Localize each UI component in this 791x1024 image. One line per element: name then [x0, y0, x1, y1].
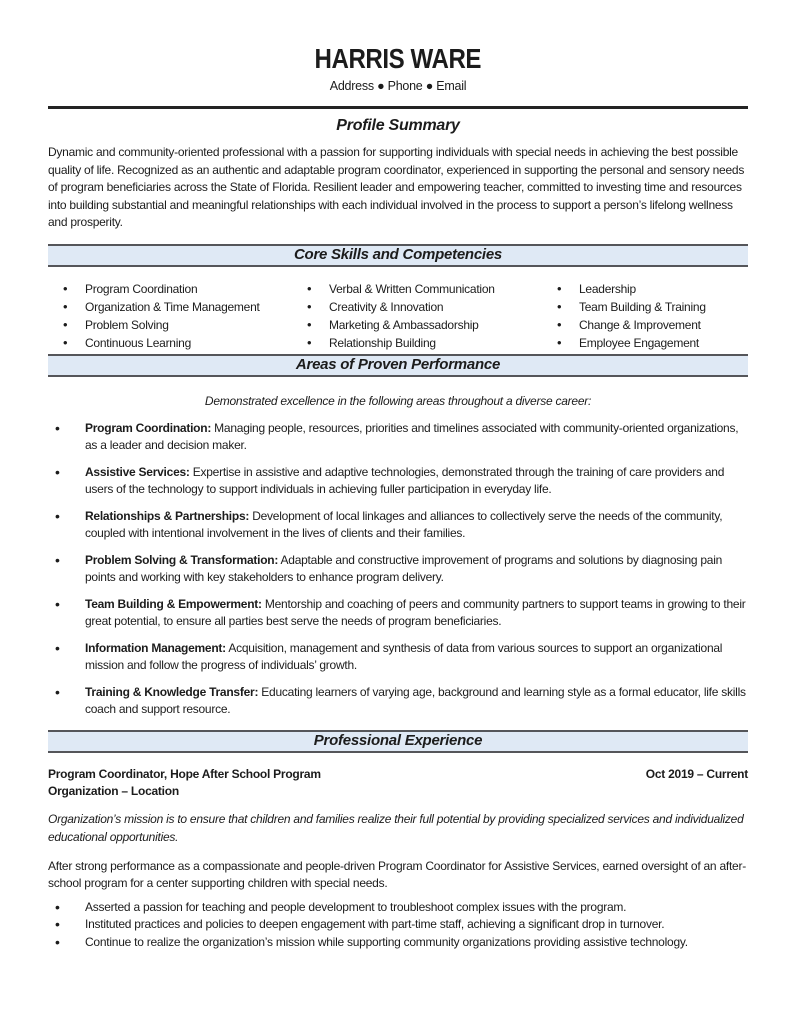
skill-item: • Creativity & Innovation — [292, 298, 542, 316]
area-text: Educating learners of varying age, background and learning style as a formal educator, life skills coach and support resource. — [85, 684, 746, 716]
area-item — [48, 640, 748, 675]
experience-bullet: • Continue to realize the organization’s mission while supporting community organizations providing assistive technology. — [48, 934, 748, 952]
experience-bullet: • Instituted practices and policies to deepen engagement with part-time staff, achieving a significant drop in turnover. — [48, 916, 748, 934]
skill-item: • Change & Improvement — [542, 316, 748, 334]
area-label: Training & Knowledge Transfer: — [85, 684, 259, 699]
job-title-block — [48, 766, 321, 800]
experience-bullets — [48, 899, 748, 952]
skill-item: • Problem Solving — [48, 316, 292, 334]
skills-column-2 — [292, 280, 542, 352]
skills-column-3 — [542, 280, 748, 352]
skill-item: • Marketing & Ambassadorship — [292, 316, 542, 334]
job-summary: After strong performance as a compassionate and people-driven Program Coordinator for Assistive Services, earned oversight of an after-school program for a center supporting children with special needs. — [48, 858, 746, 890]
header-divider — [48, 106, 748, 109]
area-item — [48, 508, 748, 543]
job-dates: Oct 2019 – Current — [645, 766, 748, 781]
areas-list — [48, 420, 748, 719]
skill-item: • Verbal & Written Communication — [292, 280, 542, 298]
contact-line: Address ● Phone ● Email — [329, 79, 467, 93]
area-label: Information Management: — [85, 640, 226, 655]
areas-intro: Demonstrated excellence in the following areas throughout a diverse career: — [204, 393, 592, 408]
section-band-experience: Professional Experience — [48, 730, 748, 753]
skills-column-1 — [48, 280, 292, 352]
skill-item: • Leadership — [542, 280, 748, 298]
section-band-areas: Areas of Proven Performance — [48, 354, 748, 377]
area-item — [48, 464, 748, 499]
profile-summary-text: Dynamic and community-oriented professional with a passion for supporting individuals with special needs in achieving the best possible quality of life. Recognized as an authentic and adaptable program coordinator, experienced in supporting the personal and sensory needs of program beneficiaries across the State of Florida. Resilient leader and empowering teacher, committed to investing time and resources into building substantial and meaningful relationships with each individual involved in the process to support a person’s lifelong wellness and prosperity. — [48, 145, 745, 229]
area-label: Problem Solving & Transformation: — [85, 552, 279, 567]
area-item — [48, 596, 748, 631]
area-label: Relationships & Partnerships: — [85, 508, 250, 523]
job-mission: Organization’s mission is to ensure that children and families realize their full potential by providing specialized services and individualized educational opportunities. — [48, 811, 744, 844]
section-title-profile-summary: Profile Summary — [336, 117, 460, 134]
job-role: Program Coordinator, Hope After School Program — [48, 766, 321, 781]
area-label: Team Building & Empowerment: — [85, 596, 262, 611]
section-band-core-skills: Core Skills and Competencies — [48, 244, 748, 267]
job-org: Organization – Location — [48, 783, 179, 798]
area-text: Managing people, resources, priorities and timelines associated with community-oriented organizations, as a leader and decision maker. — [85, 420, 739, 452]
area-text: Mentorship and coaching of peers and community partners to support teams in growing to their great potential, to ensure all parties best serve the needs of program beneficiaries. — [85, 596, 746, 628]
area-text: Acquisition, management and synthesis of data from various sources to support an organizational mission and follow the progress of individuals’ growth. — [85, 640, 723, 672]
area-item — [48, 420, 748, 455]
skill-item: • Employee Engagement — [542, 334, 748, 352]
area-text: Development of local linkages and alliances to collectively serve the needs of the community, coupled with intentional involvement in the lives of clients and their families. — [85, 508, 723, 540]
experience-bullet: • Asserted a passion for teaching and people development to troubleshoot complex issues with the program. — [48, 899, 748, 917]
area-text: Adaptable and constructive improvement of programs and solutions by diagnosing pain points and working with key stakeholders to enhance program delivery. — [85, 552, 723, 584]
skill-item: • Continuous Learning — [48, 334, 292, 352]
skills-grid — [48, 280, 748, 352]
area-label: Program Coordination: — [85, 420, 212, 435]
area-label: Assistive Services: — [85, 464, 190, 479]
skill-item: • Program Coordination — [48, 280, 292, 298]
job-header — [48, 766, 748, 800]
skill-item: • Relationship Building — [292, 334, 542, 352]
area-item — [48, 684, 748, 719]
area-text: Expertise in assistive and adaptive technologies, demonstrated through the training of care providers and users of the technology to support individuals in achieving fuller participation in everyday life. — [85, 464, 725, 496]
candidate-name: HARRIS WARE — [314, 43, 482, 74]
skill-item: • Organization & Time Management — [48, 298, 292, 316]
skill-item: • Team Building & Training — [542, 298, 748, 316]
header-block — [48, 43, 748, 74]
area-item — [48, 552, 748, 587]
